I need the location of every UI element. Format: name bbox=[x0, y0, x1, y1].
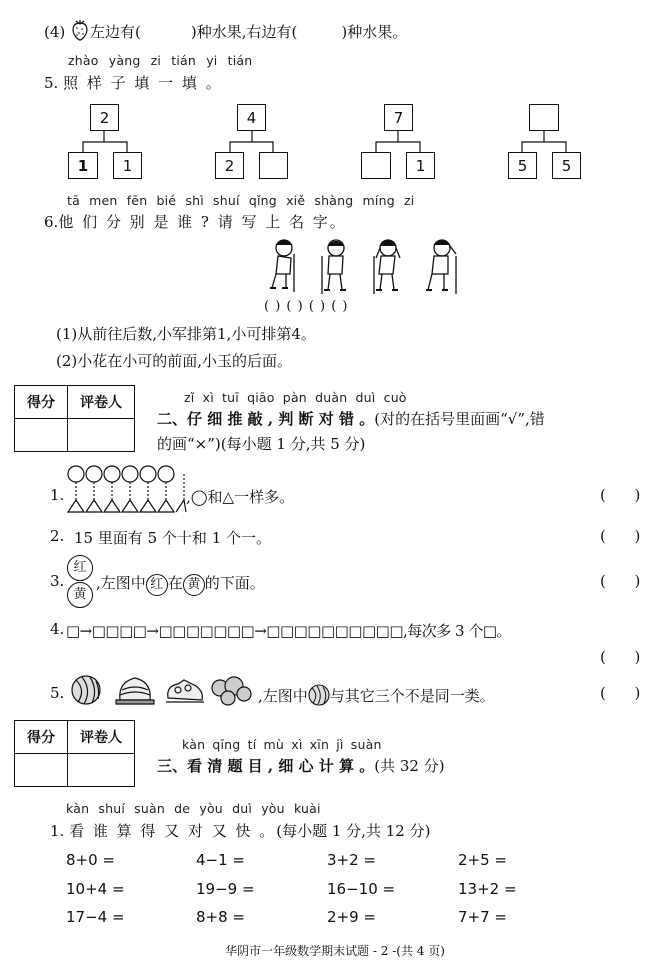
section3-pinyin: kàn qīng tí mù xì xīn jì suàn bbox=[182, 737, 382, 752]
stacked-circles-diagram bbox=[67, 555, 93, 611]
calc-r2-c1: 10+4 = bbox=[66, 880, 125, 898]
grader-cell[interactable] bbox=[68, 754, 135, 787]
q6-text: 他 们 分 别 是 谁 ? 请 写 上 名 字。 bbox=[58, 213, 347, 231]
q4-text-c: )种水果。 bbox=[341, 23, 408, 41]
s2-item1-text: ,◯和△一样多。 bbox=[186, 488, 295, 506]
q6-hint-2: (2)小花在小可的前面,小玉的后面。 bbox=[56, 352, 293, 370]
section2-pinyin: zǐ xì tuī qiāo pàn duàn duì cuò bbox=[184, 390, 407, 405]
section3-points: (共 32 分) bbox=[374, 757, 445, 775]
tree4-top-box[interactable] bbox=[529, 104, 559, 131]
section3-sub-heading bbox=[50, 820, 430, 841]
q5-text: 照 样 子 填 一 填 。 bbox=[63, 74, 223, 92]
section2-header bbox=[157, 408, 545, 429]
s2-item3-post: 的下面。 bbox=[204, 574, 265, 592]
calc-r3-c1: 17−4 = bbox=[66, 908, 125, 926]
tree1-right-box: 1 bbox=[113, 152, 142, 179]
tree1-top-box: 2 bbox=[90, 104, 119, 131]
score-label: 得分 bbox=[15, 386, 68, 419]
q6-number: 6. bbox=[44, 213, 59, 231]
s2-item3-text bbox=[96, 572, 265, 596]
section3-sub-pinyin: kàn shuí suàn de yòu duì yòu kuài bbox=[66, 801, 321, 816]
calc-r2-c2: 19−9 = bbox=[196, 880, 255, 898]
q6-hint-1: (1)从前往后数,小军排第1,小可排第4。 bbox=[56, 325, 316, 343]
tree1-left-box: 1 bbox=[68, 152, 98, 179]
score-cell[interactable] bbox=[15, 754, 68, 787]
score-cell[interactable] bbox=[15, 419, 68, 452]
circled-yellow: 黄 bbox=[183, 574, 205, 596]
q5-pinyin: zhào yàng zi tián yi tián bbox=[68, 53, 253, 68]
section3-header bbox=[157, 755, 445, 776]
calc-r1-c2: 4−1 = bbox=[196, 851, 245, 869]
section2-title: 二、仔 细 推 敲 , 判 断 对 错 。 bbox=[157, 410, 375, 428]
s2-item5-pre: ,左图中 bbox=[258, 687, 308, 705]
q4-text-a: 左边有( bbox=[90, 23, 141, 41]
grader-cell[interactable] bbox=[68, 419, 135, 452]
s2-item1-number: 1. bbox=[50, 486, 65, 504]
section3-sub-number: 1. bbox=[50, 822, 65, 840]
grader-label: 评卷人 bbox=[68, 386, 135, 419]
circle-top-label: 红 bbox=[67, 555, 93, 581]
s2-item2-answer[interactable]: ( ) bbox=[600, 527, 641, 545]
q6-name-blanks[interactable]: ( ) ( ) ( ) ( ) bbox=[264, 299, 349, 314]
s2-item3-answer[interactable]: ( ) bbox=[600, 572, 641, 590]
section3-sub-points: (每小题 1 分,共 12 分) bbox=[276, 822, 431, 840]
q6-pinyin: tā men fēn bié shì shuí qǐng xiě shàng míng zi bbox=[67, 193, 415, 208]
tree2-right-box[interactable] bbox=[259, 152, 288, 179]
watermelon-icon bbox=[308, 684, 330, 710]
tree3-top-box: 7 bbox=[384, 104, 413, 131]
calc-r2-c4: 13+2 = bbox=[458, 880, 517, 898]
tree4-right-box: 5 bbox=[552, 152, 581, 179]
calc-r1-c1: 8+0 = bbox=[66, 851, 115, 869]
s2-item5-answer[interactable]: ( ) bbox=[600, 684, 641, 702]
circle-bottom-label: 黄 bbox=[67, 582, 93, 608]
score-table-2 bbox=[14, 385, 135, 452]
tree3-left-box[interactable] bbox=[361, 152, 391, 179]
s2-item4-text: □→□□□□→□□□□□□□→□□□□□□□□□□,每次多 3 个□。 bbox=[66, 622, 512, 640]
calc-r1-c3: 3+2 = bbox=[327, 851, 376, 869]
s2-item4-number: 4. bbox=[50, 620, 65, 638]
calc-r3-c4: 7+7 = bbox=[458, 908, 507, 926]
q4-text-b: )种水果,右边有( bbox=[190, 23, 298, 41]
q6-heading bbox=[44, 211, 347, 232]
q4-prefix: (4) bbox=[44, 23, 66, 41]
section2-instruction-1: (对的在括号里面画“√”,错 bbox=[374, 410, 545, 428]
section3-sub-text: 看 谁 算 得 又 对 又 快 。 bbox=[69, 822, 277, 840]
page-footer: 华阴市一年级数学期末试题 - 2 -(共 4 页) bbox=[225, 944, 445, 958]
fruit-objects-illustration bbox=[70, 672, 260, 708]
section2-instruction-2: 的画“×”)(每小题 1 分,共 5 分) bbox=[157, 435, 366, 453]
circled-red: 红 bbox=[146, 574, 168, 596]
s2-item4-answer[interactable]: ( ) bbox=[600, 648, 641, 666]
s2-item3-mid: 在 bbox=[167, 574, 183, 592]
circles-triangles-diagram bbox=[67, 465, 187, 515]
score-table-3 bbox=[14, 720, 135, 787]
calc-r3-c2: 8+8 = bbox=[196, 908, 245, 926]
tree3-right-box: 1 bbox=[406, 152, 435, 179]
calc-r3-c3: 2+9 = bbox=[327, 908, 376, 926]
score-label: 得分 bbox=[15, 721, 68, 754]
tree2-top-box: 4 bbox=[237, 104, 266, 131]
s2-item3-number: 3. bbox=[50, 572, 65, 590]
q5-number: 5. bbox=[44, 74, 59, 92]
calc-r2-c3: 16−10 = bbox=[327, 880, 396, 898]
s2-item5-number: 5. bbox=[50, 684, 65, 702]
s2-item5-post: 与其它三个不是同一类。 bbox=[329, 687, 495, 705]
tree2-left-box: 2 bbox=[215, 152, 244, 179]
calc-r1-c4: 2+5 = bbox=[458, 851, 507, 869]
children-on-chairs-illustration bbox=[262, 236, 482, 302]
s2-item1-answer[interactable]: ( ) bbox=[600, 486, 641, 504]
grader-label: 评卷人 bbox=[68, 721, 135, 754]
s2-item2-text: 15 里面有 5 个十和 1 个一。 bbox=[74, 529, 272, 547]
s2-item2-number: 2. bbox=[50, 527, 65, 545]
s2-item3-pre: ,左图中 bbox=[96, 574, 146, 592]
tree4-left-box: 5 bbox=[508, 152, 537, 179]
section3-title: 三、看 清 题 目 , 细 心 计 算 。 bbox=[157, 757, 375, 775]
s2-item5-text bbox=[258, 684, 495, 710]
